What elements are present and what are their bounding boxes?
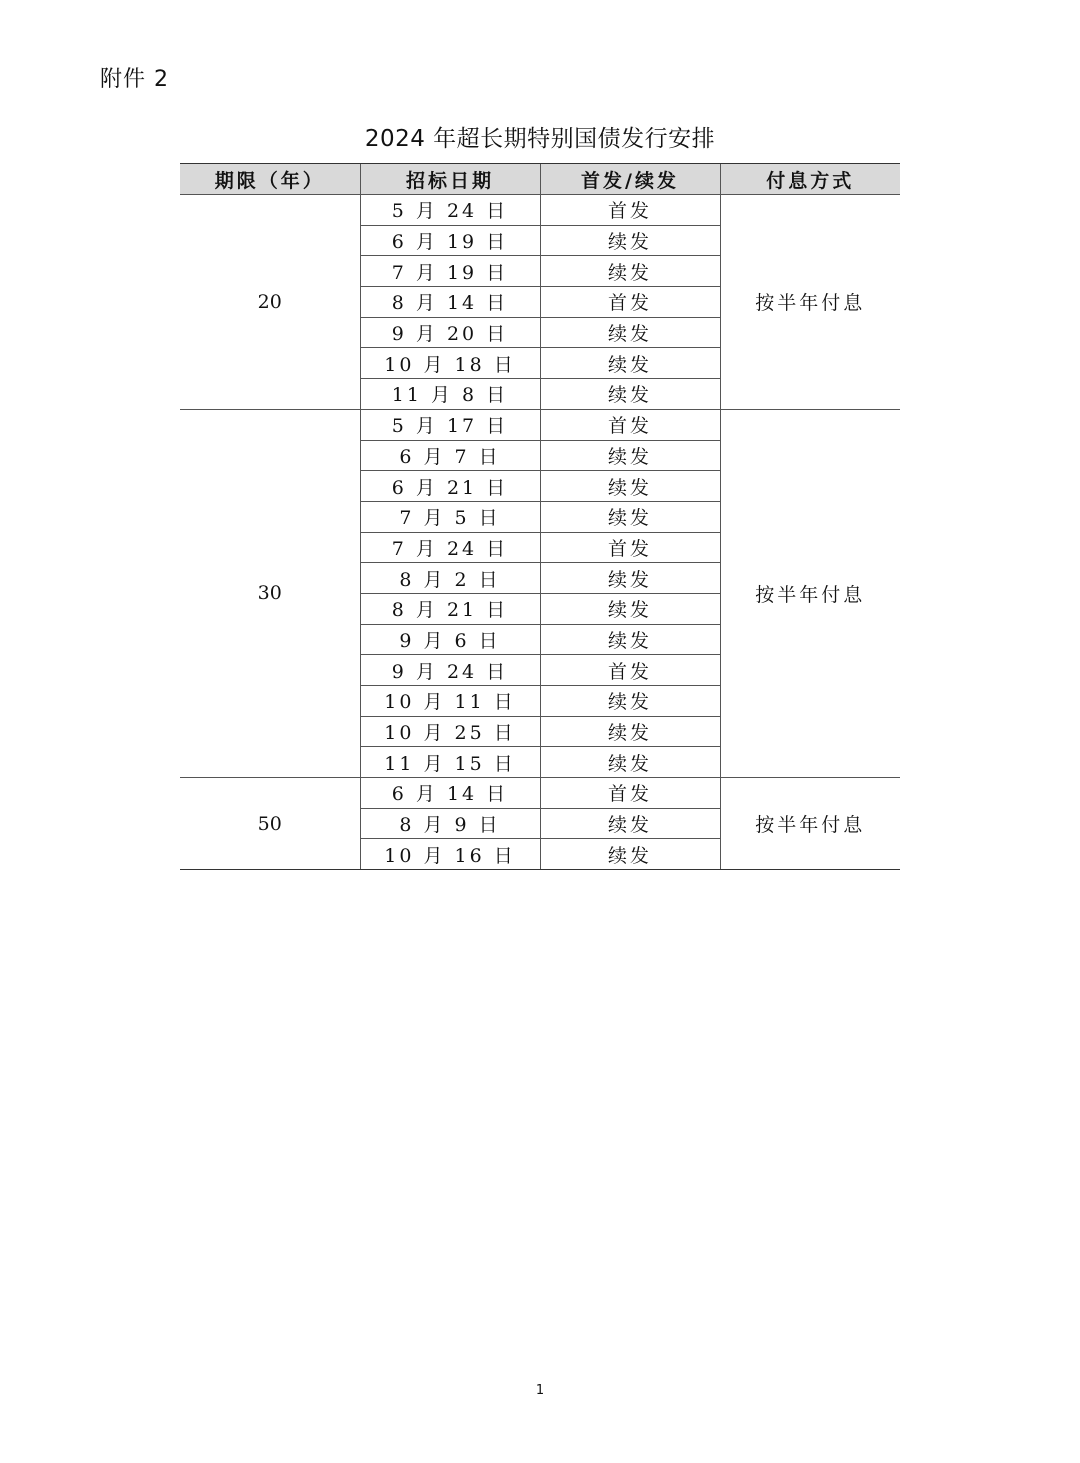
issue-type-cell: 续发 bbox=[540, 716, 720, 747]
table-header-row bbox=[180, 164, 900, 195]
table-row bbox=[180, 409, 900, 440]
page-number: 1 bbox=[535, 1383, 545, 1398]
auction-date-cell: 8 月 9 日 bbox=[360, 808, 540, 839]
issue-type-cell: 续发 bbox=[540, 225, 720, 256]
auction-date-cell: 7 月 5 日 bbox=[360, 501, 540, 532]
attachment-label: 附件 2 bbox=[100, 67, 169, 92]
issue-type-cell: 续发 bbox=[540, 317, 720, 348]
issue-type-cell: 首发 bbox=[540, 655, 720, 686]
header-issue-type: 首发/续发 bbox=[540, 164, 720, 195]
issue-type-cell: 续发 bbox=[540, 593, 720, 624]
term-cell: 20 bbox=[180, 195, 360, 410]
issue-type-cell: 首发 bbox=[540, 195, 720, 226]
issue-type-cell: 首发 bbox=[540, 532, 720, 563]
term-cell: 30 bbox=[180, 409, 360, 777]
payment-method-cell: 按半年付息 bbox=[720, 778, 900, 870]
auction-date-cell: 6 月 7 日 bbox=[360, 440, 540, 471]
table-row bbox=[180, 195, 900, 226]
auction-date-cell: 10 月 11 日 bbox=[360, 686, 540, 717]
document-title: 2024 年超长期特别国债发行安排 bbox=[364, 126, 716, 152]
issue-type-cell: 续发 bbox=[540, 563, 720, 594]
auction-date-cell: 8 月 2 日 bbox=[360, 563, 540, 594]
auction-date-cell: 8 月 21 日 bbox=[360, 593, 540, 624]
issue-type-cell: 续发 bbox=[540, 256, 720, 287]
issue-type-cell: 续发 bbox=[540, 471, 720, 502]
issue-type-cell: 续发 bbox=[540, 440, 720, 471]
header-auction-date: 招标日期 bbox=[360, 164, 540, 195]
auction-date-cell: 8 月 14 日 bbox=[360, 287, 540, 318]
auction-date-cell: 7 月 24 日 bbox=[360, 532, 540, 563]
issue-type-cell: 续发 bbox=[540, 348, 720, 379]
payment-method-cell: 按半年付息 bbox=[720, 409, 900, 777]
header-term: 期限（年） bbox=[180, 164, 360, 195]
auction-date-cell: 5 月 24 日 bbox=[360, 195, 540, 226]
auction-date-cell: 10 月 25 日 bbox=[360, 716, 540, 747]
auction-date-cell: 11 月 8 日 bbox=[360, 379, 540, 410]
issue-type-cell: 续发 bbox=[540, 501, 720, 532]
header-payment-method: 付息方式 bbox=[720, 164, 900, 195]
auction-date-cell: 9 月 20 日 bbox=[360, 317, 540, 348]
auction-date-cell: 10 月 18 日 bbox=[360, 348, 540, 379]
issue-type-cell: 首发 bbox=[540, 778, 720, 809]
auction-date-cell: 11 月 15 日 bbox=[360, 747, 540, 778]
table-body bbox=[180, 195, 900, 870]
auction-date-cell: 6 月 21 日 bbox=[360, 471, 540, 502]
issue-type-cell: 续发 bbox=[540, 624, 720, 655]
auction-date-cell: 9 月 24 日 bbox=[360, 655, 540, 686]
issue-type-cell: 续发 bbox=[540, 747, 720, 778]
auction-date-cell: 5 月 17 日 bbox=[360, 409, 540, 440]
issuance-schedule-table bbox=[180, 163, 900, 870]
auction-date-cell: 6 月 14 日 bbox=[360, 778, 540, 809]
auction-date-cell: 6 月 19 日 bbox=[360, 225, 540, 256]
auction-date-cell: 9 月 6 日 bbox=[360, 624, 540, 655]
issue-type-cell: 续发 bbox=[540, 379, 720, 410]
issue-type-cell: 续发 bbox=[540, 839, 720, 870]
auction-date-cell: 10 月 16 日 bbox=[360, 839, 540, 870]
table-row bbox=[180, 778, 900, 809]
auction-date-cell: 7 月 19 日 bbox=[360, 256, 540, 287]
issue-type-cell: 续发 bbox=[540, 808, 720, 839]
payment-method-cell: 按半年付息 bbox=[720, 195, 900, 410]
term-cell: 50 bbox=[180, 778, 360, 870]
issue-type-cell: 续发 bbox=[540, 686, 720, 717]
issue-type-cell: 首发 bbox=[540, 287, 720, 318]
issue-type-cell: 首发 bbox=[540, 409, 720, 440]
